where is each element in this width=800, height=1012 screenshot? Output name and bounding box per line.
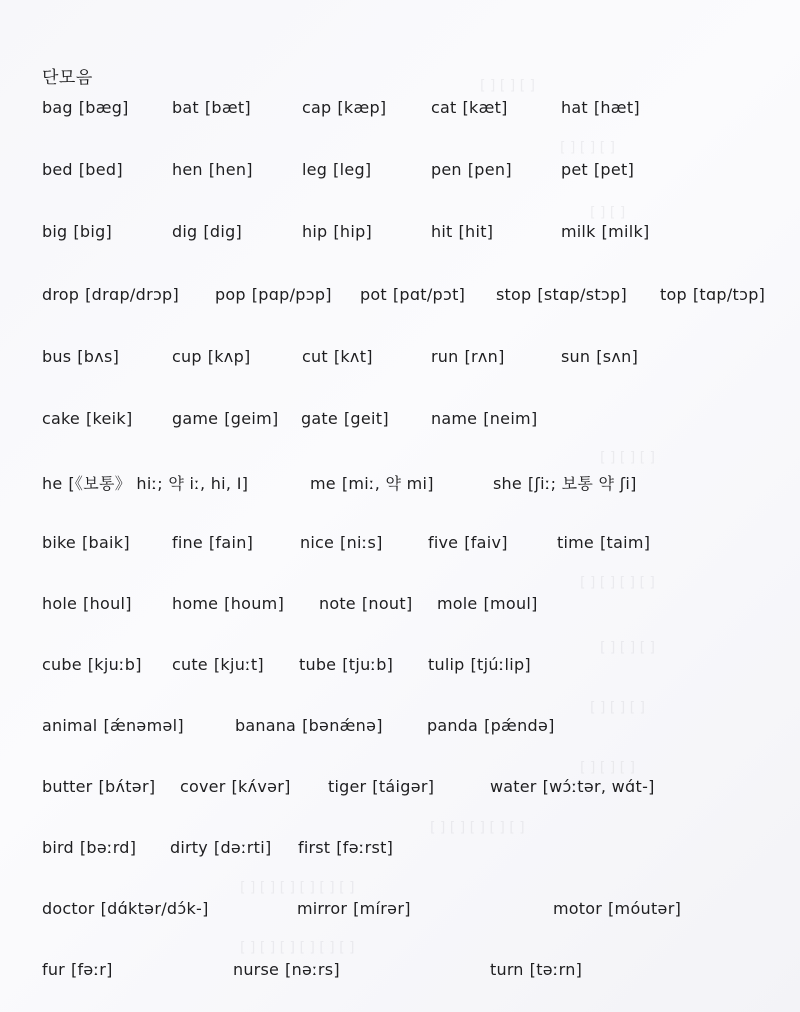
phonetic-transcription: [bed]: [78, 160, 123, 179]
word-row: [0, 222, 800, 246]
word-text: mole: [437, 594, 478, 613]
word-text: leg: [302, 160, 328, 179]
word-row: [0, 777, 800, 801]
phonetic-transcription: [kjuːb]: [87, 655, 142, 674]
word-entry: [42, 899, 209, 918]
word-entry: [561, 160, 634, 179]
word-entry: [42, 594, 132, 613]
word-entry: [172, 98, 251, 117]
phonetic-transcription: [dɑ́ktər/dɔ́k-]: [100, 899, 209, 918]
word-text: bed: [42, 160, 73, 179]
word-text: bike: [42, 533, 76, 552]
word-text: hip: [302, 222, 328, 241]
phonetic-transcription: [ǽnəməl]: [103, 716, 184, 735]
phonetic-transcription: [hæt]: [593, 98, 640, 117]
word-entry: [428, 655, 531, 674]
word-text: pet: [561, 160, 588, 179]
phonetic-transcription: [tɑp/tɔp]: [692, 285, 766, 304]
phonetic-transcription: [kʌ́vər]: [231, 777, 291, 796]
word-text: tulip: [428, 655, 465, 674]
phonetic-transcription: [táigər]: [372, 777, 435, 796]
word-entry: [172, 222, 242, 241]
word-text: dirty: [170, 838, 208, 857]
phonetic-transcription: [pɑt/pɔt]: [392, 285, 466, 304]
word-text: turn: [490, 960, 524, 979]
word-entry: [660, 285, 765, 304]
word-text: milk: [561, 222, 596, 241]
phonetic-transcription: [faiv]: [464, 533, 508, 552]
word-entry: [319, 594, 413, 613]
word-text: name: [431, 409, 478, 428]
word-entry: [299, 655, 393, 674]
word-row: [0, 285, 800, 309]
word-entry: [42, 777, 155, 796]
phonetic-transcription: [kæt]: [462, 98, 508, 117]
phonetic-transcription: [pen]: [467, 160, 512, 179]
word-entry: [42, 98, 129, 117]
phonetic-transcription: [dəːrti]: [213, 838, 272, 857]
word-entry: [42, 960, 113, 979]
phonetic-transcription: [bənǽnə]: [302, 716, 383, 735]
word-text: nice: [300, 533, 335, 552]
phonetic-transcription: [neim]: [483, 409, 538, 428]
word-entry: [431, 222, 493, 241]
phonetic-transcription: [houl]: [83, 594, 132, 613]
word-text: note: [319, 594, 356, 613]
phonetic-transcription: [tjuːb]: [342, 655, 394, 674]
word-row: [0, 655, 800, 679]
word-text: stop: [496, 285, 532, 304]
phonetic-transcription: [geit]: [343, 409, 389, 428]
word-entry: [302, 98, 386, 117]
word-text: five: [428, 533, 459, 552]
word-text: water: [490, 777, 537, 796]
phonetic-transcription: [kʌp]: [207, 347, 251, 366]
phonetic-transcription: [drɑp/drɔp]: [85, 285, 180, 304]
word-text: animal: [42, 716, 98, 735]
word-row: [0, 960, 800, 984]
word-entry: [42, 716, 184, 735]
word-entry: [172, 655, 264, 674]
word-text: cover: [180, 777, 226, 796]
word-text: home: [172, 594, 219, 613]
word-row: [0, 409, 800, 433]
word-text: cute: [172, 655, 208, 674]
word-text: pen: [431, 160, 462, 179]
word-entry: [302, 222, 372, 241]
phonetic-transcription: [fain]: [208, 533, 254, 552]
phonetic-transcription: [bæt]: [204, 98, 251, 117]
word-entry: [170, 838, 272, 857]
phonetic-transcription: [keik]: [85, 409, 133, 428]
word-entry: [233, 960, 340, 979]
word-entry: [215, 285, 332, 304]
word-text: bird: [42, 838, 74, 857]
phonetic-transcription: [bəːrd]: [79, 838, 137, 857]
word-entry: [42, 471, 248, 494]
phonetic-transcription: [nəːrs]: [285, 960, 340, 979]
word-entry: [42, 160, 123, 179]
word-row: [0, 594, 800, 618]
word-entry: [42, 409, 133, 428]
word-entry: [490, 777, 655, 796]
phonetic-transcription: [《보통》 hiː; 약 iː, hi, I]: [68, 474, 249, 493]
phonetic-transcription: [houm]: [224, 594, 285, 613]
phonetic-transcription: [mírər]: [353, 899, 411, 918]
word-entry: [561, 222, 650, 241]
word-text: nurse: [233, 960, 280, 979]
phonetic-transcription: [kæp]: [337, 98, 387, 117]
word-text: bag: [42, 98, 73, 117]
word-entry: [431, 347, 505, 366]
word-entry: [298, 838, 393, 857]
phonetic-transcription: [niːs]: [340, 533, 383, 552]
word-entry: [490, 960, 582, 979]
word-entry: [172, 533, 253, 552]
word-text: hen: [172, 160, 203, 179]
word-entry: [431, 409, 538, 428]
word-row: [0, 471, 800, 495]
phonetic-transcription: [rʌn]: [464, 347, 505, 366]
word-entry: [42, 655, 142, 674]
word-entry: [42, 285, 179, 304]
phonetic-transcription: [kʌt]: [333, 347, 373, 366]
word-text: cake: [42, 409, 80, 428]
phonetic-transcription: [pǽndə]: [484, 716, 555, 735]
word-entry: [300, 533, 383, 552]
phonetic-transcription: [nout]: [361, 594, 413, 613]
word-text: banana: [235, 716, 297, 735]
phonetic-transcription: [fəːr]: [70, 960, 113, 979]
word-row: [0, 899, 800, 923]
phonetic-transcription: [moul]: [483, 594, 538, 613]
phonetic-transcription: [baik]: [81, 533, 130, 552]
word-text: motor: [553, 899, 603, 918]
word-text: mirror: [297, 899, 348, 918]
word-text: tube: [299, 655, 337, 674]
word-text: run: [431, 347, 459, 366]
word-entry: [180, 777, 291, 796]
word-row: [0, 838, 800, 862]
word-text: pot: [360, 285, 387, 304]
word-entry: [431, 98, 508, 117]
word-text: he: [42, 474, 63, 493]
word-text: me: [310, 474, 336, 493]
word-text: time: [557, 533, 594, 552]
phonetic-transcription: [bʌs]: [77, 347, 120, 366]
word-entry: [42, 347, 119, 366]
phonetic-transcription: [hit]: [458, 222, 494, 241]
word-entry: [297, 899, 411, 918]
word-text: hat: [561, 98, 588, 117]
word-text: tiger: [328, 777, 367, 796]
word-row: [0, 160, 800, 184]
phonetic-transcription: [stɑp/stɔp]: [537, 285, 628, 304]
word-entry: [235, 716, 383, 735]
phonetic-transcription: [kjuːt]: [213, 655, 264, 674]
word-text: she: [493, 474, 522, 493]
word-text: drop: [42, 285, 80, 304]
word-text: cup: [172, 347, 202, 366]
word-text: game: [172, 409, 219, 428]
word-text: sun: [561, 347, 591, 366]
word-entry: [310, 471, 434, 494]
phonetic-transcription: [bæg]: [78, 98, 129, 117]
word-entry: [172, 594, 284, 613]
word-text: fur: [42, 960, 65, 979]
word-entry: [172, 409, 279, 428]
word-text: bus: [42, 347, 72, 366]
phonetic-transcription: [hip]: [333, 222, 373, 241]
word-text: cap: [302, 98, 332, 117]
phonetic-transcription: [hen]: [208, 160, 253, 179]
phonetic-transcription: [ʃiː; 보통 약 ʃi]: [527, 474, 637, 493]
phonetic-transcription: [miː, 약 mi]: [341, 474, 434, 493]
word-text: pop: [215, 285, 246, 304]
section-title: 단모음: [42, 68, 93, 88]
word-text: hit: [431, 222, 453, 241]
word-row: [0, 347, 800, 371]
word-row: [0, 716, 800, 740]
word-entry: [301, 409, 389, 428]
word-text: gate: [301, 409, 338, 428]
word-text: big: [42, 222, 68, 241]
word-entry: [360, 285, 465, 304]
word-text: butter: [42, 777, 93, 796]
word-row: [0, 533, 800, 557]
word-entry: [557, 533, 650, 552]
word-entry: [328, 777, 434, 796]
word-text: first: [298, 838, 331, 857]
word-text: panda: [427, 716, 479, 735]
word-text: cat: [431, 98, 457, 117]
word-entry: [496, 285, 627, 304]
word-entry: [172, 160, 253, 179]
word-entry: [553, 899, 681, 918]
phonetic-transcription: [leg]: [333, 160, 372, 179]
phonetic-transcription: [pɑp/pɔp]: [251, 285, 332, 304]
word-entry: [172, 347, 251, 366]
word-text: top: [660, 285, 687, 304]
word-text: bat: [172, 98, 199, 117]
word-entry: [561, 347, 638, 366]
word-entry: [437, 594, 538, 613]
word-text: cube: [42, 655, 82, 674]
word-entry: [42, 222, 112, 241]
word-text: hole: [42, 594, 78, 613]
phonetic-transcription: [big]: [73, 222, 113, 241]
phonetic-transcription: [pet]: [593, 160, 635, 179]
phonetic-transcription: [fəːrst]: [336, 838, 394, 857]
word-entry: [302, 160, 371, 179]
phonetic-transcription: [móutər]: [608, 899, 682, 918]
phonetic-transcription: [taim]: [599, 533, 651, 552]
word-text: cut: [302, 347, 328, 366]
word-text: dig: [172, 222, 198, 241]
phonetic-transcription: [tjúːlip]: [470, 655, 531, 674]
word-entry: [42, 533, 130, 552]
phonetic-transcription: [geim]: [224, 409, 279, 428]
word-entry: [431, 160, 512, 179]
phonetic-transcription: [wɔ́ːtər, wɑ́t-]: [542, 777, 655, 796]
phonetic-transcription: [sʌn]: [596, 347, 639, 366]
bleed-through-text: [ ] [ ] [ ] [ ] [ ] [ ] [ ] [ ] [ ] [ ] [ ] [ ] [ ] [ ] [ ] [ ] [ ] [ ] [ ] [ ] [ ] [ ] [ ] [ ] [ ] [ ] [ ] [ ] [ ] [ ] [ ] [ ] [ ] [ ] [ ] [ ] [ ] [ ] [ ] [ ] [ ]: [240, 78, 656, 956]
phonetic-transcription: [bʌ́tər]: [98, 777, 156, 796]
word-text: doctor: [42, 899, 95, 918]
word-text: fine: [172, 533, 203, 552]
word-entry: [561, 98, 640, 117]
phonetic-transcription: [milk]: [601, 222, 650, 241]
word-entry: [302, 347, 373, 366]
phonetic-transcription: [təːrn]: [529, 960, 583, 979]
word-entry: [427, 716, 555, 735]
word-row: [0, 98, 800, 122]
word-entry: [493, 471, 637, 494]
word-entry: [428, 533, 508, 552]
word-entry: [42, 838, 136, 857]
phonetic-transcription: [dig]: [203, 222, 243, 241]
